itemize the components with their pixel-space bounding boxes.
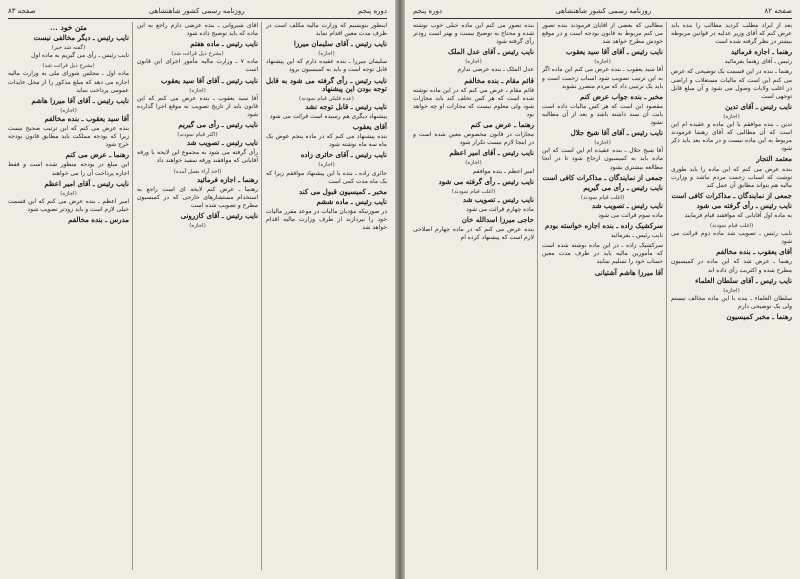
paragraph: رهنما ـ بنده در این قسمت یک توضیحی که عرض می کنم این است که مالیات مستغلات و اراضی در اغلب ولایات وصول می شود و آن مبلغ قابل توجهی است [671,68,792,100]
remark: (اجازه) [465,59,482,66]
right-column-2 [542,22,667,570]
speaker-line: سرکشیک زاده ـ بنده اجازه خواسته بودم [545,221,663,231]
speaker-line: نایب رئیس ـ رأی گرفته می شود به قابل توجه بودن این پیشنهاد [266,75,387,93]
paragraph: نایب رئیس ـ بفرمائید [610,232,663,240]
paragraph: در صورتیکه مؤدیان مالیات در موعد مقرر مالیات خود را نپردازند از طرف وزارت مالیه اقدام خواهد شد [266,207,387,232]
paragraph: اینطور بنویسیم که وزارت مالیه مکلف است در ظرف مدت معین اقدام نماید [266,22,387,38]
speaker-line: نایب رئیس ـ تصویب شد [591,200,663,210]
paragraph: بنده عرض می کنم که در ماده چهارم اصلاحی لازم است که پیشنهاد کرده ام [413,226,534,242]
paragraph: نایب رئیس ـ تصویب شد ماده دوم قرائت می شود [671,230,792,246]
speaker-line: نایب رئیس ـ آقای سلیمان میرزا [293,39,387,49]
paragraph: تدین ـ بنده موافقم با این ماده و عقیده ام این است که آن مطالبی که آقای رهنما فرمودند مربوط به این ماده نیست و در ماده بعد باید ذکر شود [671,121,792,153]
speaker-line: آقای یعقوب ـ بنده مخالفم [716,247,792,257]
section-title: متن خود ... [50,23,87,32]
remark: (بشرح ذیل قرائت شد) [42,63,95,70]
paragraph: سرکشیک زاده ـ در این ماده نوشته شده است که مأمورین مالیه باید در ظرف مدت معین حساب خود را تسلیم نمایند [542,242,663,266]
speaker-line: نایب رئیس ـ رأی گرفته می شود [696,200,792,210]
paragraph: رهنما ـ عرض شد که این ماده در کمیسیون مطرح شده و اکثریت رأی داده اند [671,258,792,274]
speaker-line: معتمد التجار [756,154,792,164]
paragraph: بنده عرض می کنم که این ماده را باید طوری نوشت که اسباب زحمت مردم نباشد و وزارت مالیه هم بتواند مطابق آن عمل کند [671,165,792,189]
speaker-line: نایب رئیس ـ دیگر مخالفی نیست [33,33,129,43]
speaker-line: حاجی میرزا اسدالله خان [461,214,534,224]
remark: (اجازه) [60,190,77,197]
speaker-line: نایب رئیس ـ آقای سلطان العلماء [695,275,792,285]
paragraph: سلطان العلماء ـ بنده با این ماده مخالف نیستم ولی یک توضیحی دارم [671,294,792,310]
left-page-title: روزنامه رسمی کشور شاهنشاهی [148,7,245,15]
speaker-line: رهنما ـ عرض می کنم [65,150,129,160]
speaker-line: نایب رئیس ـ ماده هفتم [190,39,258,49]
speaker-line: نایب رئیس ـ آقای حائری زاده [300,150,387,160]
remark: (اجازه) [594,59,611,66]
paragraph: آقا سید یعقوب ـ بنده عرض می کنم که این قانون باید از تاریخ تصویب به موقع اجرا گذارده شود [137,94,258,118]
remark: (اجازه) [189,223,206,230]
paragraph: نایب رئیس ـ رأی می گیریم به ماده اول [31,52,129,60]
paragraph: مجازات در قانون مخصوص معین شده است و در اینجا لازم نیست تکرار شود [413,131,534,147]
left-page-header [8,6,387,19]
paragraph: به ماده اول آقایانی که موافقند قیام فرمایند [684,211,792,219]
paragraph: رهنما ـ عرض کنم لایحه ای است راجع به استخدام مستشارهای خارجی که در کمیسیون مطرح و تصویب شده است [137,185,258,209]
left-page-columns [8,22,387,570]
speaker-line: مخبر ـ کمیسیون قبول می کند [299,186,387,196]
paragraph: پیشنهاد دیگری هم رسیده است قرائت می شود [269,112,387,120]
remark: (اخذ آراء بعمل آمده) [173,168,222,175]
paragraph: عدل الملک ـ بنده عرضی ندارم [457,66,534,74]
paragraph: بعد از ایراد مطلب کردید مطالب را بنده باید عرض کنم که آقای وزیر عدلیه در قوانین مربوطه بیشتر در نظر گرفته شده است [671,22,792,46]
paragraph: ماده سوم قرائت می شود [598,211,663,219]
remark: (اجازه) [465,160,482,167]
paragraph: ماده ۷ ـ وزارت مالیه مأمور اجرای این قانون است [137,58,259,74]
speaker-line: نایب رئیس ـ آقای عدل الملک [447,47,534,57]
paragraph: قائم مقام ـ عرض می کنم که در این ماده نوشته شده است که هر کس تخلف کند باید مجازات شود ولی معلوم نیست که مجازات او چه خواهد بود [413,86,534,118]
speaker-line: نایب رئیس ـ تصویب شد [186,138,258,148]
remark: (بشرح ذیل قرائت شد) [171,51,224,58]
speaker-line: نایب رئیس ـ آقای کازرونی [180,210,258,220]
speaker-line: نایب رئیس ـ آقای آقا میرزا هاشم [31,95,129,105]
speaker-line: نایب رئیس ـ آقای آقا سید یعقوب [161,75,258,85]
speaker-line: رهنما ـ اجازه فرمائید [730,47,792,57]
paragraph: آقا شیخ جلال ـ بنده عقیده ام این است که این ماده باید به کمیسیون ارجاع شود تا در آنجا مطالعه بیشتری بشود [542,147,663,171]
speaker-line: مدرس ـ بنده مخالفم [68,214,129,224]
right-page-number-label: صفحه ۸۲ [764,7,792,15]
paragraph: مطالبی که بعضی از آقایان فرمودند بنده تصور می کنم مربوط به قانون بودجه است و در موقع خودش مطرح خواهد شد [542,22,663,46]
left-page-number-label: صفحه ۸۳ [8,7,36,15]
paragraph: امیر اعظم ـ بنده موافقم [472,167,534,175]
paragraph: آقای شیروانی ـ بنده عرضی دارم راجع به این ماده که باید توضیح داده شود [137,22,258,38]
right-page-session: دوره پنجم [413,7,443,15]
paragraph: ماده اول ـ مجلس شورای ملی به وزارت مالیه اجازه می دهد که مبلغ مذکور را از محل عایدات عمومی پرداخت نماید [8,70,129,94]
remark: (گفته شد خیر) [51,45,86,52]
left-column-1 [266,22,387,570]
speaker-line: نایب رئیس ـ قابل توجه نشد [305,101,387,111]
paragraph: امیر اعظم ـ بنده عرض می کنم که این قسمت خیلی لازم است و باید زودتر تصویب شود [8,197,129,213]
speaker-line: نایب رئیس ـ آقای امیر اعظم [449,148,534,158]
right-page [405,0,800,579]
remark: (اجازه) [318,162,335,169]
remark: (اجازه) [723,113,740,120]
remark: (اجازه) [594,140,611,147]
speaker-line: جمعی از نمایندگان ـ مذاکرات کافی است [542,172,663,182]
right-page-header [413,6,792,19]
speaker-line: نایب رئیس ـ رأی گرفته می شود [438,176,534,186]
page-gutter [395,0,405,579]
speaker-line: آقای یعقوب [352,122,387,132]
right-page-title: روزنامه رسمی کشور شاهنشاهی [555,7,652,15]
remark: (اجازه) [189,87,206,94]
left-column-3 [8,22,133,570]
speaker-line: آقا میرزا هاشم آشتیانی [594,267,663,277]
remark: (اجازه) [723,287,740,294]
speaker-line: رهنما ـ مخبر کمیسیون [726,312,792,321]
speaker-line: مخبر ـ بنده جواب عرض کنم [580,91,663,101]
speaker-line: نایب رئیس ـ رأی می گیریم [583,182,663,192]
paragraph: بنده پیشنهاد می کنم که در ماده پنجم عوض یک ماه سه ماه نوشته شود [266,133,387,149]
speaker-line: رهنما ـ عرض می کنم [470,120,534,130]
paragraph: رئیس ـ آقای رهنما بفرمائید [724,58,792,66]
left-column-2 [137,22,262,570]
speaker-line: جمعی از نمایندگان ـ مذاکرات کافی است [671,190,792,200]
speaker-line: نایب رئیس ـ رأی می گیریم [178,120,258,130]
paragraph: رأی گرفته می شود به مجموع این لایحه با ورقه آقایانی که موافقند ورقه سفید خواهند داد [137,149,258,165]
paragraph: بنده عرض می کنم که این ترتیب صحیح نیست زیرا که بودجه مملکت باید مطابق قانون بودجه خرج شود [8,125,129,149]
right-page-columns [413,22,792,570]
paragraph: بنده تصور می کنم این ماده خیلی خوب نوشته شده و محتاج به توضیح نیست و بهتر است زودتر رأی گرفته شود [413,22,534,46]
speaker-line: رهنما ـ اجازه فرمائید [196,174,258,184]
remark: (عده قلیلی قیام نمودند) [299,95,354,102]
speaker-line: آقا سید یعقوب ـ بنده مخالفم [44,113,129,123]
remark: (اجازه) [60,107,77,114]
speaker-line: نایب رئیس ـ آقای تدین [725,101,792,111]
paragraph: مقصود این است که هر کس مالیات داده است بابت آن سند داشته باشد و بعد از آن مطالبه نشود [542,102,663,127]
paragraph: حائری زاده ـ بنده با این پیشنهاد موافقم زیرا که یک ماه مدت کمی است [266,169,387,185]
right-column-3 [413,22,538,570]
speaker-line: نایب رئیس ـ ماده ششم [316,196,387,206]
left-page-session: دوره پنجم [357,7,387,15]
paragraph: ماده چهارم قرائت می شود [466,205,534,213]
speaker-line: قائم مقام ـ بنده مخالفم [464,75,534,85]
paragraph: سلیمان میرزا ـ بنده عقیده دارم که این پیشنهاد قابل توجه است و باید به کمیسیون برود [266,58,387,74]
speaker-line: نایب رئیس ـ آقای امیر اعظم [44,178,129,188]
speaker-line: نایب رئیس ـ آقای آقا سید یعقوب [566,47,663,57]
remark: (اجازه) [318,51,335,58]
right-column-1 [671,22,792,570]
left-page [0,0,395,579]
remark: (اکثر قیام نمودند) [177,132,218,139]
paragraph: این مبلغ در بودجه منظور شده است و فقط اجازه پرداخت آن را می خواهند [8,161,129,177]
remark: (اغلب قیام نمودند) [580,194,625,201]
speaker-line: نایب رئیس ـ آقای آقا شیخ جلال [570,128,663,138]
speaker-line: نایب رئیس ـ تصویب شد [462,194,534,204]
remark: (اغلب قیام نمودند) [709,223,754,230]
paragraph: آقا سید یعقوب ـ بنده عرض می کنم این ماده اگر به این ترتیب تصویب شود اسباب زحمت است و باید یک ترتیبی داد که مردم متضرر نشوند [542,66,663,90]
remark: (اغلب قیام نمودند) [451,188,496,195]
